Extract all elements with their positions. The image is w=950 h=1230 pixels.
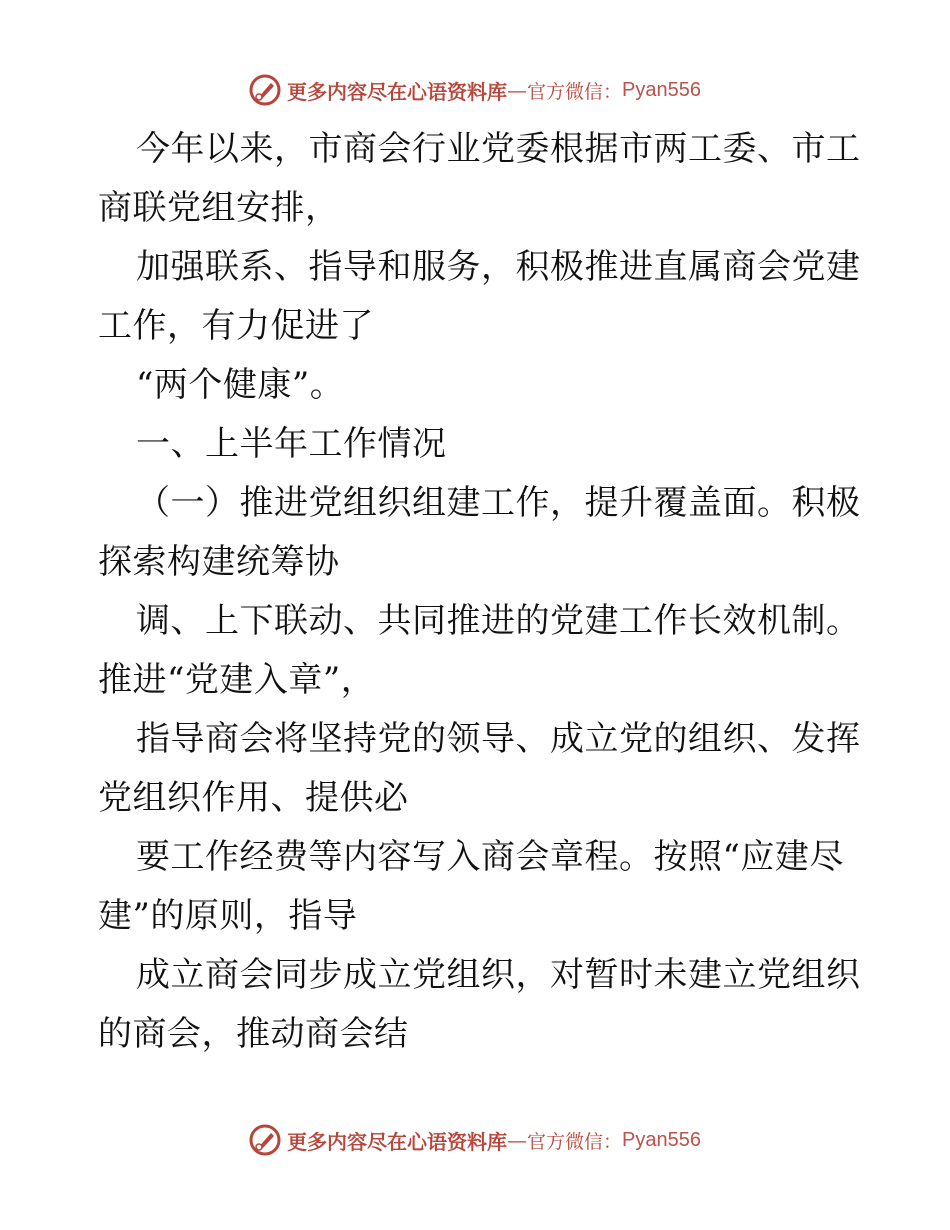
- document-body: [98, 120, 861, 1064]
- paragraph-line: 要工作经费等内容写入商会章程。按照“应建尽: [136, 837, 844, 877]
- paragraph-line: 加强联系、指导和服务，积极推进直属商会党建: [136, 247, 861, 287]
- paragraph-line: 探索构建统筹协: [98, 542, 340, 582]
- paragraph-line: 今年以来，市商会行业党委根据市两工委、市工: [136, 129, 861, 169]
- banner-dash: —: [507, 78, 527, 102]
- paragraph-line: 推进“党建入章”，: [98, 660, 376, 700]
- quill-pen-logo-icon: [249, 74, 281, 106]
- paragraph-line: “两个健康”。: [136, 365, 345, 405]
- paragraph-line: 建”的原则，指导: [98, 896, 358, 936]
- paragraph-line: 工作，有力促进了: [98, 306, 374, 346]
- header-banner: [0, 68, 950, 112]
- footer-banner: [0, 1118, 950, 1162]
- paragraph-line: 指导商会将坚持党的领导、成立党的组织、发挥: [136, 719, 861, 759]
- paragraph-line: 的商会，推动商会结: [98, 1014, 409, 1054]
- section-heading: 一、上半年工作情况: [136, 424, 447, 464]
- banner-brand-text: 更多内容尽在心语资料库: [287, 1129, 507, 1154]
- banner-dash: —: [507, 1128, 527, 1152]
- banner-wechat-id: Pyan556: [622, 78, 701, 101]
- paragraph-line: （一）推进党组织组建工作，提升覆盖面。积极: [136, 483, 861, 523]
- paragraph-line: 党组织作用、提供必: [98, 778, 409, 818]
- paragraph-line: 成立商会同步成立党组织，对暂时未建立党组织: [136, 955, 861, 995]
- paragraph-line: 调、上下联动、共同推进的党建工作长效机制。: [136, 601, 861, 641]
- quill-pen-logo-icon: [249, 1124, 281, 1156]
- banner-wechat-label: 官方微信：: [527, 80, 623, 103]
- banner-brand-text: 更多内容尽在心语资料库: [287, 79, 507, 104]
- paragraph-line: 商联党组安排，: [98, 188, 340, 228]
- banner-wechat-label: 官方微信：: [527, 1130, 623, 1153]
- banner-wechat-id: Pyan556: [622, 1128, 701, 1151]
